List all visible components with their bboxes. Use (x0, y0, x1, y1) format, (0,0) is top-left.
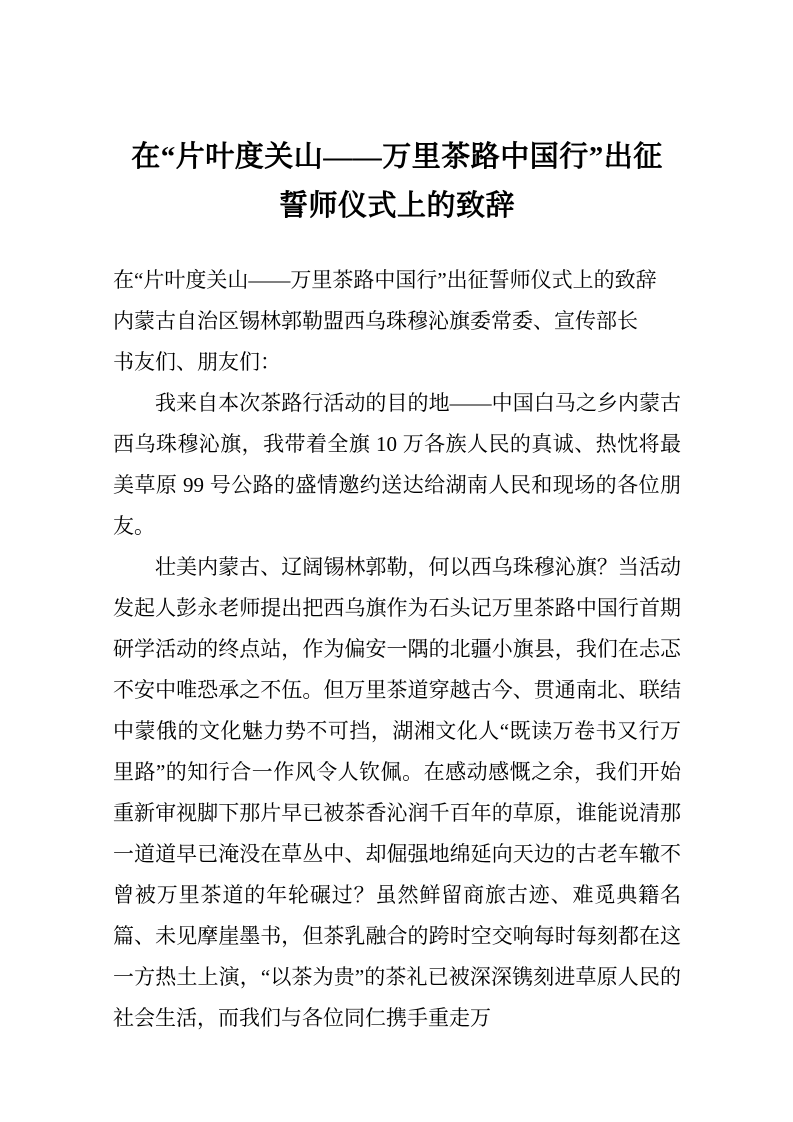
document-body (113, 383, 681, 1039)
body-paragraph-2: 壮美内蒙古、辽阔锡林郭勒，何以西乌珠穆沁旗？当活动发起人彭永老师提出把西乌旗作为石头记万里茶路中国行首期研学活动的终点站，作为偏安一隅的北疆小旗县，我们在忐忑不安中唯恐承之不伍。但万里茶道穿越古今、贯通南北、联结中蒙俄的文化魅力势不可挡，湖湘文化人“既读万卷书又行万里路”的知行合一作风令人钦佩。在感动感慨之余，我们开始重新审视脚下那片早已被茶香沁润千百年的草原，谁能说清那一道道早已淹没在草丛中、却倔强地绵延向天边的古老车辙不曾被万里茶道的年轮碾过？虽然鲜留商旅古迹、难觅典籍名篇、未见摩崖墨书，但茶乳融合的跨时空交响每时每刻都在这一方热土上演，“以茶为贵”的茶礼已被深深镌刻进草原人民的社会生活，而我们与各位同仁携手重走万 (113, 555, 681, 1031)
document-title (113, 133, 681, 231)
document-title-line-1: 在“片叶度关山——万里茶路中国行”出征 (131, 141, 663, 174)
meta-line-speaker-affiliation: 内蒙古自治区锡林郭勒盟西乌珠穆沁旗委常委、宣传部长 (113, 309, 638, 334)
document-title-line-2: 誓师仪式上的致辞 (278, 190, 515, 223)
meta-line-salutation: 书友们、朋友们： (113, 350, 281, 375)
document-meta-block (113, 260, 681, 383)
body-paragraph-1: 我来自本次茶路行活动的目的地——中国白马之乡内蒙古西乌珠穆沁旗，我带着全旗 10 万各族人民的真诚、热忱将最美草原 99 号公路的盛情邀约送达给湖南人民和现场的各位朋友。 (113, 391, 681, 539)
meta-line-title-repeat: 在“片叶度关山——万里茶路中国行”出征誓师仪式上的致辞 (113, 268, 657, 293)
